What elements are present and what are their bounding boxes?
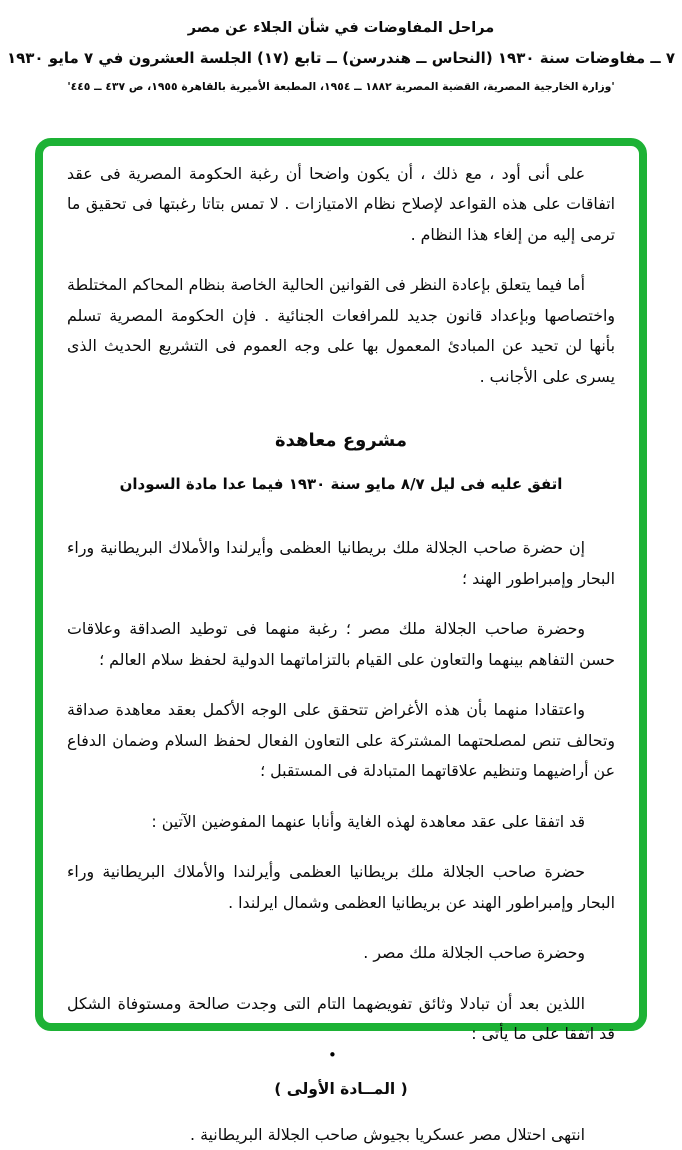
article-one-body: انتهى احتلال مصر عسكريا بجيوش صاحب الجلالة البريطانية .: [190, 1124, 585, 1144]
para-mixed-courts: أما فيما يتعلق بإعادة النظر فى القوانين الحالية الخاصة بنظام المحاكم المختلطة واختصاصها وبإعداد قانون جديد للمرافعات الجنائية . فإن الحكومة المصرية تسلم بأنها لن تحيد عن المبادئ المعمول بها على وجه العموم فى التشريع الحديث الذى يسرى على الأجانب .: [67, 275, 615, 386]
highlight-annotation-box: [35, 138, 647, 1144]
treaty-title: مشروع معاهدة: [275, 430, 407, 452]
header-session-line: ٧ ــ مفاوضات سنة ١٩٣٠ (النحاس ــ هندرسن) ــ تابع (١٧) الجلسة العشرون في ٧ مايو ١٩٣٠: [6, 49, 676, 67]
plenipotentiary-egypt: وحضرة صاحب الجلالة ملك مصر .: [363, 943, 585, 963]
header-source-citation: 'وزارة الخارجية المصرية، القضية المصرية ١٨٨٢ ــ ١٩٥٤، المطبعة الأميرية بالقاهرة ١٩٥٥، ص ٤٣٧ ــ ٤٤٥': [67, 80, 615, 93]
document-header: [0, 20, 682, 93]
preamble-agreement: قد اتفقا على عقد معاهدة لهذه الغاية وأنابا عنهما المفوضين الآتين :: [151, 811, 585, 831]
para-capitulations: على أنى أود ، مع ذلك ، أن يكون واضحا أن رغبة الحكومة المصرية فى عقد اتفاقات على هذه القواعد لإصلاح نظام الامتيازات . لا تمس بتاتا رغبتها فى تحقيق ما ترمى إليه من إلغاء هذا النظام .: [67, 164, 615, 244]
preamble-objectives: واعتقادا منهما بأن هذه الأغراض تتحقق على الوجه الأكمل بعقد معاهدة صداقة وتحالف تنص لمصلحتهما المشتركة على التعاون الفعال لحفظ السلام وضمان الدفاع عن أراضيهما وتنظيم علاقاتهما المتبادلة فى المستقبل ؛: [67, 700, 615, 781]
article-one-title: ( المــادة الأولى ): [274, 1079, 408, 1098]
treaty-subtitle: اتفق عليه فى ليل ٨/٧ مايو سنة ١٩٣٠ فيما عدا مادة السودان: [119, 475, 563, 494]
page-title: مراحل المفاوضات في شأن الجلاء عن مصر: [187, 20, 495, 36]
para-credentials: اللذين بعد أن تبادلا وثائق تفويضهما التام التى وجدت صالحة ومستوفاة الشكل قد اتفقا على ما يأتى :: [67, 993, 615, 1044]
plenipotentiary-britain: حضرة صاحب الجلالة ملك بريطانيا العظمى وأيرلندا والأملاك البريطانية وراء البحار وإمبراطور الهند عن بريطانيا العظمى وشمال ايرلندا .: [67, 862, 615, 912]
preamble-king-britain: إن حضرة صاحب الجلالة ملك بريطانيا العظمى وأيرلندا والأملاك البريطانية وراء البحار وإمبراطور الهند ؛: [67, 538, 615, 588]
preamble-king-egypt: وحضرة صاحب الجلالة ملك مصر ؛ رغبة منهما فى توطيد الصداقة وعلاقات حسن التفاهم بينهما والتعاون على القيام بالتزاماتهما الدولية لحفظ سلام العالم ؛: [67, 619, 615, 669]
footer-dot-mark: •: [328, 1046, 337, 1064]
